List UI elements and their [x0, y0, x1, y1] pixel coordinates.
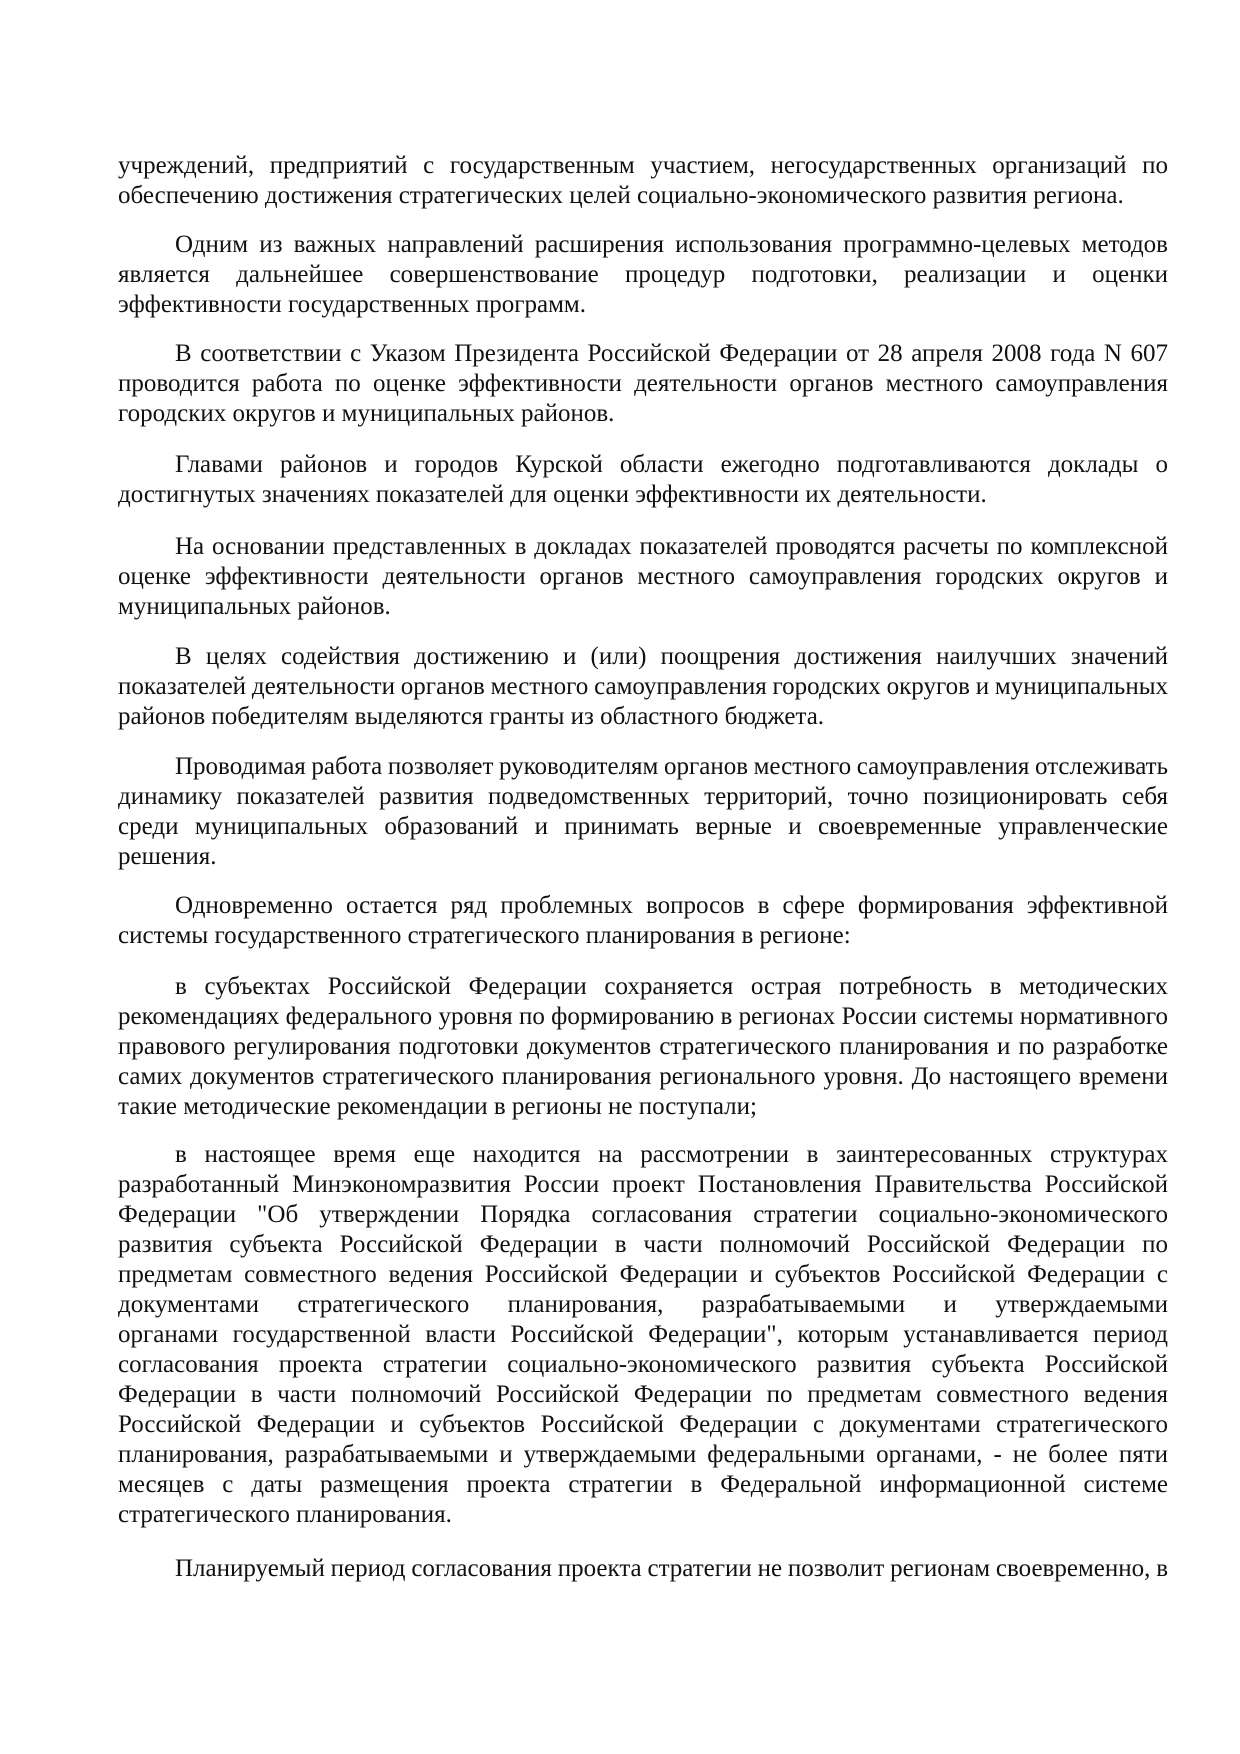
text-line: Проводимая работа позволяет руководителям органов местного самоуправления отслеживать [175, 753, 1168, 780]
paragraph [118, 1140, 1168, 1530]
text-line: рекомендациях федерального уровня по формированию в регионах России системы нормативного [118, 1003, 1168, 1030]
text-line: документами стратегического планирования, разрабатываемыми и утверждаемыми [118, 1291, 1168, 1318]
text-line: планирования, разрабатываемыми и утверждаемыми федеральными органами, - не более пяти [118, 1441, 1168, 1468]
text-line: Главами районов и городов Курской области ежегодно подготавливаются доклады о [175, 451, 1168, 478]
text-line: среди муниципальных образований и принимать верные и своевременные управленческие [118, 813, 1168, 840]
text-line: учреждений, предприятий с государственным участием, негосударственных организаций по [118, 152, 1168, 179]
text-line: Федерации "Об утверждении Порядка согласования стратегии социально-экономического [118, 1201, 1168, 1228]
text-line: развития субъекта Российской Федерации в части полномочий Российской Федерации по [118, 1231, 1168, 1258]
text-line: оценке эффективности деятельности органов местного самоуправления городских округов и [118, 563, 1168, 590]
text-line: является дальнейшее совершенствование процедур подготовки, реализации и оценки [118, 261, 1168, 288]
paragraph [118, 151, 1168, 211]
text-line: разработанный Минэкономразвития России проект Постановления Правительства Российской [118, 1171, 1168, 1198]
text-line: На основании представленных в докладах показателей проводятся расчеты по комплексной [175, 533, 1168, 560]
text-line: такие методические рекомендации в регионы не поступали; [118, 1093, 757, 1120]
text-line: самих документов стратегического планирования регионального уровня. До настоящего времени [118, 1063, 1168, 1090]
paragraph [118, 752, 1168, 872]
paragraph [118, 450, 1168, 510]
text-line: в настоящее время еще находится на рассмотрении в заинтересованных структурах [175, 1141, 1168, 1168]
paragraph [118, 532, 1168, 622]
text-line: городских округов и муниципальных районов. [118, 400, 615, 427]
text-line: проводится работа по оценке эффективности деятельности органов местного самоуправления [118, 370, 1168, 397]
text-line: муниципальных районов. [118, 593, 391, 620]
paragraph [118, 972, 1168, 1122]
text-line: согласования проекта стратегии социально-экономического развития субъекта Российской [118, 1351, 1168, 1378]
paragraph [118, 339, 1168, 429]
text-line: обеспечению достижения стратегических целей социально-экономического развития региона. [118, 182, 1124, 209]
text-line: правового регулирования подготовки документов стратегического планирования и по разработке [118, 1033, 1168, 1060]
text-line: предметам совместного ведения Российской Федерации и субъектов Российской Федерации с [118, 1261, 1168, 1288]
paragraph [118, 230, 1168, 320]
text-line: Планируемый период согласования проекта стратегии не позволит регионам своевременно, в [175, 1555, 1168, 1582]
text-line: Одним из важных направлений расширения использования программно-целевых методов [175, 231, 1168, 258]
paragraph [118, 1554, 1168, 1584]
text-line: Российской Федерации и субъектов Российской Федерации с документами стратегического [118, 1411, 1168, 1438]
text-line: Федерации в части полномочий Российской Федерации по предметам совместного ведения [118, 1381, 1168, 1408]
text-line: достигнутых значениях показателей для оценки эффективности их деятельности. [118, 481, 987, 508]
text-line: месяцев с даты размещения проекта стратегии в Федеральной информационной системе [118, 1471, 1168, 1498]
text-line: эффективности государственных программ. [118, 291, 586, 318]
text-line: стратегического планирования. [118, 1501, 452, 1528]
text-line: В целях содействия достижению и (или) поощрения достижения наилучших значений [175, 643, 1168, 670]
text-line: В соответствии с Указом Президента Российской Федерации от 28 апреля 2008 года N 607 [175, 340, 1168, 367]
text-line: решения. [118, 843, 217, 870]
text-line: районов победителям выделяются гранты из областного бюджета. [118, 703, 825, 730]
text-line: динамику показателей развития подведомственных территорий, точно позиционировать себя [118, 783, 1168, 810]
text-line: Одновременно остается ряд проблемных вопросов в сфере формирования эффективной [175, 892, 1168, 919]
text-line: системы государственного стратегического планирования в регионе: [118, 922, 851, 949]
text-line: показателей деятельности органов местного самоуправления городских округов и муниципальных [118, 673, 1168, 700]
text-line: органами государственной власти Российской Федерации", которым устанавливается период [118, 1321, 1168, 1348]
paragraph [118, 891, 1168, 951]
text-line: в субъектах Российской Федерации сохраняется острая потребность в методических [175, 973, 1168, 1000]
paragraph [118, 642, 1168, 732]
